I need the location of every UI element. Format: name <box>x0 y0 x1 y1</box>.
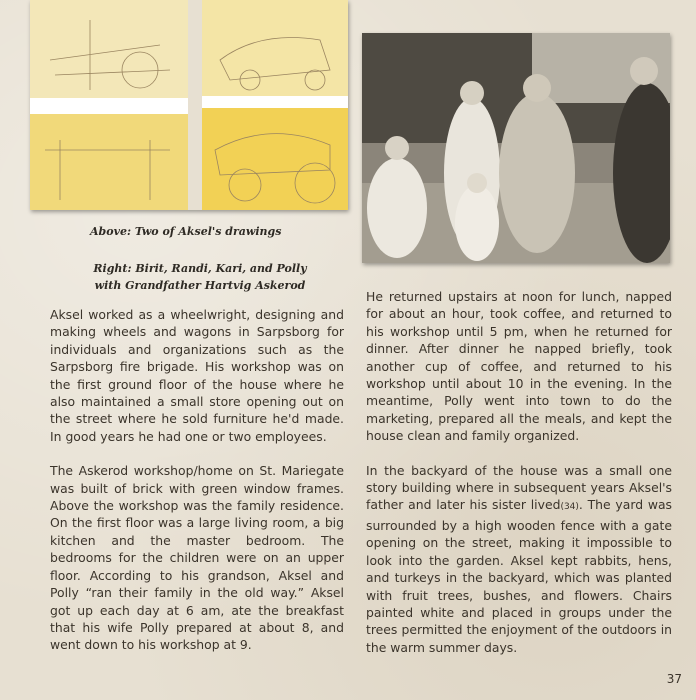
paragraph-text: In the backyard of the house was a small one story building where in subsequent years Aksel's father and later his sister lived <box>366 462 672 513</box>
family-photo-caption <box>60 260 340 294</box>
paragraph: He returned upstairs at noon for lunch, napped for about an hour, took coffee, and returned to his workshop until 5 pm, when he returned for dinner. After dinner he napped briefly, took another cup of coffee, and returned to his workshop until about 10 in the evening. In the meantime, Polly went into town to do the marketing, prepared all the meals, and kept the house clean and family organized. <box>366 289 672 444</box>
drawings-caption: Above: Two of Aksel's drawings <box>90 225 282 238</box>
footnote-reference: (34) <box>560 502 579 513</box>
family-photo <box>362 33 670 263</box>
paragraph <box>366 462 672 656</box>
right-text-column <box>366 288 672 673</box>
paragraph: Aksel worked as a wheelwright, designing and making wheels and wagons in Sarpsborg for individuals and organizations such as the Sarpsborg fire brigade. His workshop was on the first ground floor of the house where he also maintained a small store opening out on the street where he sold furniture he'd made. In good years he had one or two employees. <box>50 307 344 444</box>
drawings-photo <box>30 0 348 210</box>
caption-line: Right: Birit, Randi, Kari, and Polly <box>93 262 307 275</box>
paragraph: The Askerod workshop/home on St. Mariegate was built of brick with green window frames. Above the workshop was the family residence. On the first floor was a large living room, a big kitchen and the master bedroom. The bedrooms for the children were on an upper floor. According to his grandson, Aksel and Polly “ran their family in the old way.” Aksel got up each day at 6 am, ate the breakfast that his wife Polly prepared at about 8, and went down to his workshop at 9. <box>50 463 344 653</box>
page-number: 37 <box>666 672 682 686</box>
paragraph-text: . The yard was surrounded by a high wooden fence with a gate opening on the street, making it impossible to look into the garden. Aksel kept rabbits, hens, and turkeys in the backyard, which was planted with fruit trees, bushes, and flowers. Chairs painted white and placed in groups under the trees permitted the enjoyment of the outdoors in the warm summer days. <box>366 497 672 655</box>
left-text-column <box>50 306 344 671</box>
caption-line: with Grandfather Hartvig Askerod <box>94 279 306 292</box>
